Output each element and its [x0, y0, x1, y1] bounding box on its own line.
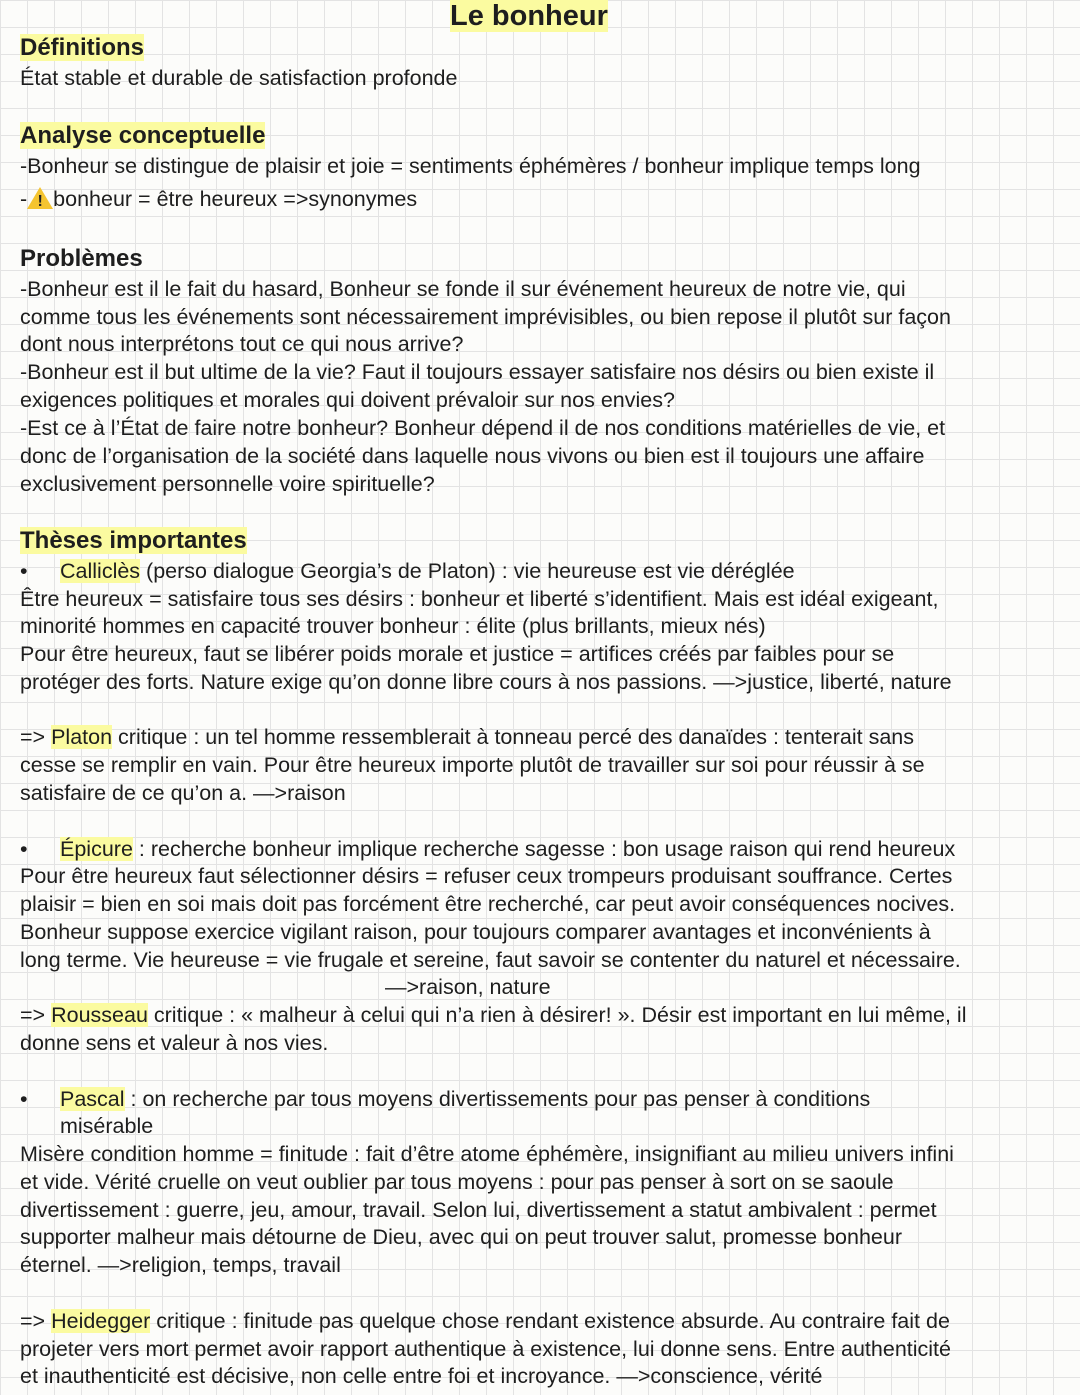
- definitions-text: État stable et durable de satisfaction profonde: [20, 66, 458, 90]
- problemes-heading: Problèmes: [20, 245, 143, 272]
- page-title: Le bonheur: [450, 0, 608, 32]
- philosopher-name: Calliclès: [60, 559, 141, 583]
- thesis-pascal: • Pascal : on recherche par tous moyens divertissements pour pas penser à conditions: [20, 1087, 871, 1111]
- philosopher-name: Platon: [51, 725, 113, 749]
- thesis-line: et inauthenticité est décisive, non celle entre foi et incroyance. —>conscience, vérité: [20, 1364, 823, 1388]
- problemes-line: -Bonheur est il le fait du hasard, Bonheur se fonde il sur événement heureux de notre vie, qui: [20, 277, 906, 301]
- thesis-line: Être heureux = satisfaire tous ses désirs : bonheur et liberté s’identifient. Mais est idéal exigeant,: [20, 587, 939, 611]
- thesis-line: divertissement : guerre, jeu, amour, travail. Selon lui, divertissement a statut ambivalent : permet: [20, 1198, 937, 1222]
- analyse-heading: Analyse conceptuelle: [20, 122, 266, 149]
- thesis-line: projeter vers mort permet avoir rapport authentique à existence, lui donne sens. Entre authenticité: [20, 1337, 951, 1361]
- critique-heidegger: => Heidegger critique : finitude pas quelque chose rendant existence absurde. Au contraire fait de: [20, 1309, 950, 1333]
- thesis-line: Pour être heureux, faut se libérer poids morale et justice = artifices créés par faibles pour se: [20, 642, 895, 666]
- thesis-line: et vide. Vérité cruelle on veut oublier par tous moyens : pour pas penser à sort on se saoule: [20, 1170, 894, 1194]
- philosopher-name: Pascal: [60, 1087, 125, 1111]
- problemes-line: donc de l’organisation de la société dans laquelle nous vivons ou bien est il toujours une affaire: [20, 444, 925, 468]
- philosopher-name: Épicure: [60, 837, 133, 861]
- bullet: •: [20, 1087, 28, 1111]
- thesis-line: —>raison, nature: [385, 975, 551, 999]
- definitions-heading: Définitions: [20, 34, 144, 61]
- thesis-line: misérable: [60, 1114, 154, 1138]
- theses-heading: Thèses importantes: [20, 527, 247, 554]
- thesis-line: Pour être heureux faut sélectionner désirs = refuser ceux trompeurs produisant souffrance. Certes: [20, 864, 953, 888]
- critique-rousseau: => Rousseau critique : « malheur à celui qui n’a rien à désirer! ». Désir est important en lui même, il: [20, 1003, 967, 1027]
- thesis-line: long terme. Vie heureuse = vie frugale et sereine, faut savoir se contenter du naturel et nécessaire.: [20, 948, 961, 972]
- thesis-line: satisfaire de ce qu’on a. —>raison: [20, 781, 346, 805]
- thesis-callicles: • Calliclès (perso dialogue Georgia’s de Platon) : vie heureuse est vie déréglée: [20, 559, 795, 583]
- thesis-line: protéger des forts. Nature exige qu’on donne libre cours à nos passions. —>justice, liberté, nature: [20, 670, 952, 694]
- problemes-line: exigences politiques et morales qui doivent prévaloir sur nos envies?: [20, 388, 675, 412]
- problemes-line: -Est ce à l’État de faire notre bonheur? Bonheur dépend il de nos conditions matérielles de vie, et: [20, 416, 946, 440]
- bullet: •: [20, 559, 28, 583]
- problemes-line: dont nous interprétons tout ce qui nous arrive?: [20, 332, 464, 356]
- thesis-line: donne sens et valeur à nos vies.: [20, 1031, 329, 1055]
- thesis-line: Misère condition homme = finitude : fait d’être atome éphémère, insignifiant au milieu univers infini: [20, 1142, 954, 1166]
- analyse-line: -Bonheur se distingue de plaisir et joie = sentiments éphémères / bonheur implique temps long: [20, 154, 921, 178]
- thesis-line: supporter malheur mais détourne de Dieu, avec qui on peut trouver salut, promesse bonheur: [20, 1225, 903, 1249]
- thesis-line: minorité hommes en capacité trouver bonheur : élite (plus brillants, mieux nés): [20, 614, 766, 638]
- problemes-line: comme tous les événements sont nécessairement imprévisibles, ou bien repose il plutôt sur façon: [20, 305, 951, 329]
- thesis-line: cesse se remplir en vain. Pour être heureux importe plutôt de travailler sur soi pour réussir à se: [20, 753, 925, 777]
- analyse-line: - ! bonheur = être heureux =>synonymes: [20, 187, 418, 211]
- warning-icon: !: [27, 187, 53, 209]
- thesis-epicure: • Épicure : recherche bonheur implique recherche sagesse : bon usage raison qui rend heureux: [20, 837, 956, 861]
- problemes-line: -Bonheur est il but ultime de la vie? Faut il toujours essayer satisfaire nos désirs ou bien existe il: [20, 360, 935, 384]
- philosopher-name: Rousseau: [51, 1003, 148, 1027]
- thesis-line: éternel. —>religion, temps, travail: [20, 1253, 341, 1277]
- thesis-line: Bonheur suppose exercice vigilant raison, pour toujours comparer avantages et inconvénients à: [20, 920, 931, 944]
- problemes-line: exclusivement personnelle voire spirituelle?: [20, 472, 435, 496]
- critique-platon: => Platon critique : un tel homme ressemblerait à tonneau percé des danaïdes : tenterait sans: [20, 725, 914, 749]
- philosopher-name: Heidegger: [51, 1309, 151, 1333]
- thesis-line: plaisir = bien en soi mais doit pas forcément être recherché, car peut avoir conséquences nocives.: [20, 892, 956, 916]
- bullet: •: [20, 837, 28, 861]
